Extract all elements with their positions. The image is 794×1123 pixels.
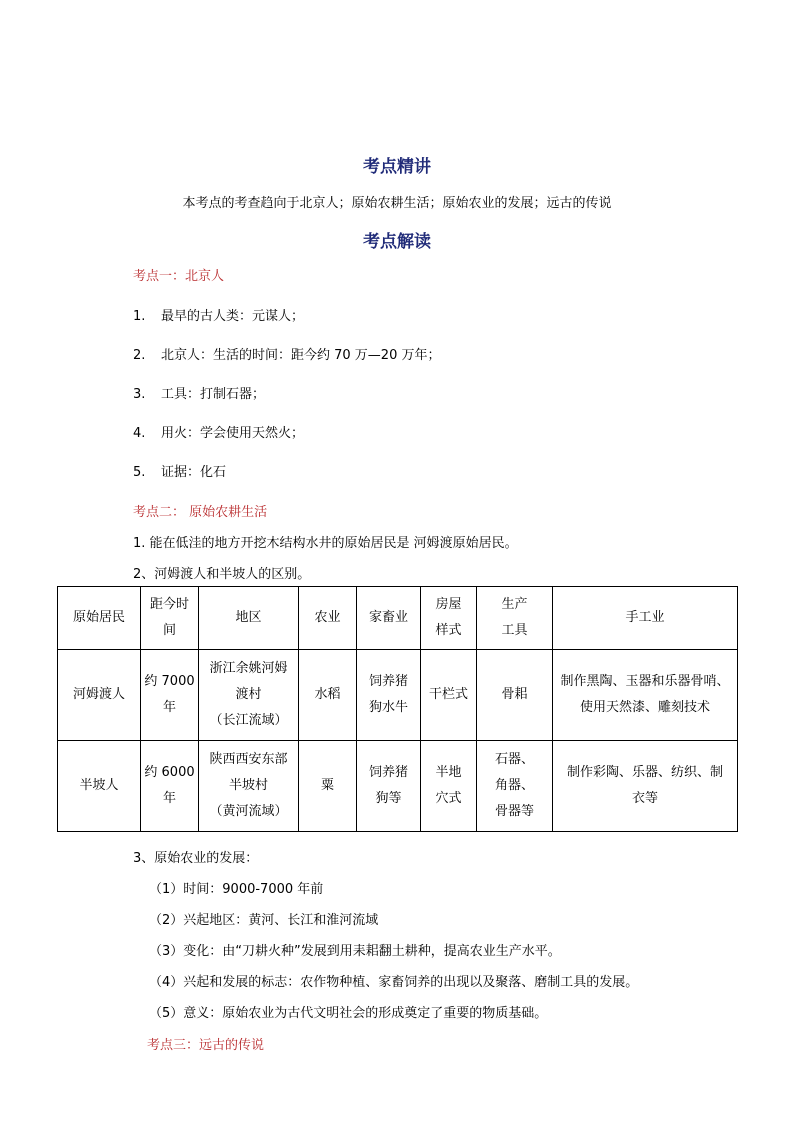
- cell-line: 浙江余姚河姆: [209, 661, 288, 676]
- cell-line: 衣等: [631, 791, 658, 806]
- table-row: [58, 650, 738, 741]
- cell-line: 半坡村: [228, 778, 268, 793]
- item-number: 4.: [133, 426, 146, 441]
- cell-line: 约 6000: [144, 765, 195, 780]
- table-cell: [477, 741, 553, 832]
- table-header-cell: [299, 587, 357, 650]
- subitem: （3）变化：由“刀耕火种”发展到用耒耜翻土耕种，提高农业生产水平。: [149, 944, 561, 959]
- point2-heading: 考点二： 原始农耕生活: [133, 505, 268, 520]
- table-header-row: [58, 587, 738, 650]
- item-number: 5.: [133, 465, 146, 480]
- item-text: 证据：化石: [161, 465, 227, 480]
- point2-item1: 1. 能在低洼的地方开挖木结构水井的原始居民是 河姆渡原始居民。: [133, 536, 518, 551]
- item-number: 1.: [133, 309, 146, 324]
- intro-text: 本考点的考查趋向于北京人；原始农耕生活；原始农业的发展；远古的传说: [182, 196, 612, 211]
- point1-item: [133, 344, 440, 363]
- table-cell: [477, 650, 553, 741]
- cell-line: 制作彩陶、乐器、纺织、制: [566, 765, 723, 780]
- cell-line: 渡村: [235, 687, 262, 702]
- cell-line: 工具: [501, 623, 528, 638]
- point3-heading: 考点三：远古的传说: [147, 1038, 265, 1053]
- cell-line: 农业: [314, 610, 341, 625]
- table-header-cell: [421, 587, 477, 650]
- cell-line: 房屋: [435, 597, 462, 612]
- point1-item: [133, 461, 226, 480]
- cell-line: （长江流域）: [209, 713, 288, 728]
- cell-line: 手工业: [625, 610, 665, 625]
- table-header-cell: [199, 587, 299, 650]
- cell-line: 间: [162, 623, 176, 638]
- cell-line: 饲养猪: [368, 765, 408, 780]
- section-title-main: 考点精讲: [363, 157, 431, 177]
- cell-line: 角器、: [494, 778, 534, 793]
- subitem: （5）意义：原始农业为古代文明社会的形成奠定了重要的物质基础。: [149, 1006, 548, 1021]
- cell-line: （黄河流域）: [209, 804, 288, 819]
- cell-line: 年: [162, 791, 176, 806]
- cell-line: 样式: [435, 623, 462, 638]
- comparison-table: [57, 586, 738, 832]
- table-header-cell: [357, 587, 421, 650]
- table-header-cell: [553, 587, 738, 650]
- cell-line: 年: [162, 700, 176, 715]
- subitem: （4）兴起和发展的标志：农作物种植、家畜饲养的出现以及聚落、磨制工具的发展。: [149, 975, 639, 990]
- table-cell: [141, 650, 199, 741]
- table-cell: [357, 650, 421, 741]
- table-row: [58, 741, 738, 832]
- cell-line: 水稻: [314, 687, 341, 702]
- point1-heading: 考点一：北京人: [133, 269, 225, 284]
- table-cell: [357, 741, 421, 832]
- table-cell: [141, 741, 199, 832]
- cell-line: 粟: [320, 778, 334, 793]
- cell-line: 地区: [235, 610, 262, 625]
- table-cell: [421, 741, 477, 832]
- subitem: （1）时间：9000-7000 年前: [149, 882, 324, 897]
- cell-line: 饲养猪: [368, 674, 408, 689]
- cell-line: 骨器等: [494, 804, 534, 819]
- cell-line: 半坡人: [79, 778, 119, 793]
- cell-line: 家畜业: [368, 610, 408, 625]
- point2-item3: 3、原始农业的发展：: [133, 851, 259, 866]
- table-header-cell: [141, 587, 199, 650]
- cell-line: 生产: [501, 597, 528, 612]
- table-cell: [553, 650, 738, 741]
- table-cell: [58, 741, 141, 832]
- item-text: 用火：学会使用天然火；: [161, 426, 305, 441]
- table-cell: [199, 741, 299, 832]
- cell-line: 使用天然漆、雕刻技术: [579, 700, 710, 715]
- table-header-cell: [477, 587, 553, 650]
- cell-line: 距今时: [149, 597, 189, 612]
- cell-line: 狗等: [375, 791, 402, 806]
- point1-item: [133, 305, 304, 324]
- table-cell: [58, 650, 141, 741]
- cell-line: 约 7000: [144, 674, 195, 689]
- cell-line: 半地: [435, 765, 462, 780]
- item-text: 最早的古人类：元谋人；: [161, 309, 305, 324]
- point1-item: [133, 422, 304, 441]
- cell-line: 制作黑陶、玉器和乐器骨哨、: [560, 674, 730, 689]
- item-number: 2.: [133, 348, 146, 363]
- cell-line: 河姆渡人: [72, 687, 125, 702]
- item-text: 工具：打制石器；: [161, 387, 266, 402]
- table-cell: [421, 650, 477, 741]
- point2-item2: 2、河姆渡人和半坡人的区别。: [133, 567, 311, 582]
- table-cell: [299, 650, 357, 741]
- table-header-cell: [58, 587, 141, 650]
- item-number: 3.: [133, 387, 146, 402]
- section-title-detail: 考点解读: [363, 232, 431, 252]
- subitem: （2）兴起地区：黄河、长江和淮河流域: [149, 913, 379, 928]
- cell-line: 干栏式: [428, 687, 468, 702]
- cell-line: 陕西西安东部: [209, 752, 288, 767]
- cell-line: 穴式: [435, 791, 462, 806]
- table-cell: [199, 650, 299, 741]
- table-cell: [553, 741, 738, 832]
- table-cell: [299, 741, 357, 832]
- item-text: 北京人：生活的时间：距今约 70 万—20 万年；: [161, 348, 441, 363]
- point1-item: [133, 383, 265, 402]
- cell-line: 原始居民: [72, 610, 125, 625]
- cell-line: 石器、: [494, 752, 534, 767]
- cell-line: 狗水牛: [368, 700, 408, 715]
- cell-line: 骨耜: [501, 687, 528, 702]
